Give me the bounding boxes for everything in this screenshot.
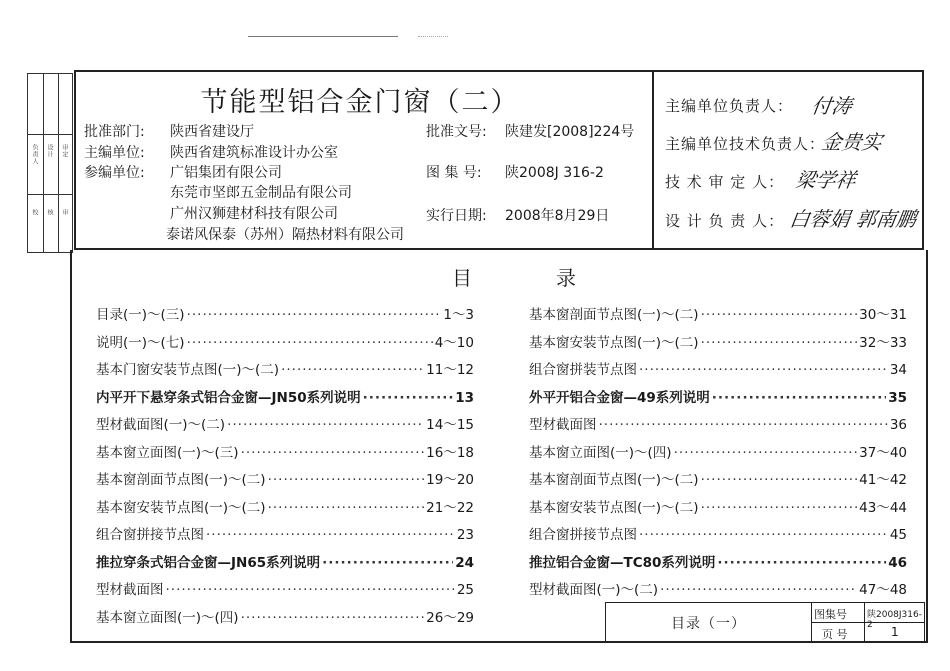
participant: 广州汉狮建材科技有限公司 — [170, 206, 338, 222]
chief-editor-value: 陕西省建筑标准设计办公室 — [170, 145, 338, 161]
top-margin-line — [248, 36, 398, 37]
toc-leader-dots — [701, 472, 858, 488]
signature-label: 设 计 负 责 人： — [665, 212, 785, 230]
toc-entry[interactable] — [529, 523, 907, 543]
toc-entry-page: 30～31 — [859, 307, 907, 323]
toc-entry[interactable] — [529, 496, 907, 516]
atlas-number-label: 图 集 号: — [426, 165, 482, 181]
toc-leader-dots — [322, 555, 453, 571]
toc-leader-dots — [701, 307, 858, 323]
toc-leader-dots — [599, 417, 888, 433]
toc-entry[interactable] — [529, 358, 907, 378]
sheet-name: 目录（一） — [671, 616, 746, 632]
toc-leader-dots — [241, 445, 425, 461]
approval-dept-value: 陕西省建设厅 — [170, 124, 254, 140]
toc-entry-page: 37～40 — [859, 444, 907, 461]
approval-dept-label: 批准部门: — [84, 124, 145, 140]
toc-entry[interactable] — [529, 303, 907, 323]
toc-entry-title: 基本窗安装节点图(一)～(二) — [529, 334, 699, 351]
toc-entry[interactable] — [96, 468, 474, 488]
toc-heading-left: 目 — [452, 266, 472, 290]
toc-entry-page: 14～15 — [426, 417, 474, 433]
toc-leader-dots — [363, 390, 454, 406]
effective-date-label: 实行日期: — [426, 208, 487, 224]
toc-entry[interactable] — [529, 578, 907, 598]
toc-leader-dots — [281, 362, 424, 378]
toc-entry-title: 基本窗剖面节点图(一)～(二) — [529, 307, 699, 323]
toc-entry[interactable] — [96, 578, 474, 598]
toc-leader-dots — [660, 582, 857, 598]
toc-leader-dots — [717, 555, 886, 571]
toc-entry-page: 13 — [455, 389, 474, 406]
header-divider — [652, 70, 654, 250]
toc-entry-title: 基本窗安装节点图(一)～(二) — [529, 499, 699, 516]
toc-leader-dots — [268, 500, 425, 516]
toc-leader-dots — [166, 582, 455, 598]
toc-entry-page: 45 — [889, 527, 907, 543]
toc-leader-dots — [241, 610, 425, 626]
participant: 东莞市坚郎五金制品有限公司 — [170, 185, 352, 201]
toc-entry[interactable] — [96, 496, 474, 516]
strip-cell: 核 — [46, 209, 53, 216]
toc-entry-page: 23 — [456, 527, 474, 543]
toc-entry[interactable] — [529, 468, 907, 488]
toc-leader-dots — [701, 335, 858, 351]
toc-entry-title: 型材截面图 — [96, 582, 164, 598]
toc-entry[interactable] — [529, 441, 907, 461]
toc-entry-title: 型材截面图(一)～(二) — [529, 582, 659, 598]
toc-heading-right: 录 — [556, 266, 576, 290]
toc-entry-title: 基本窗剖面节点图(一)～(二) — [96, 472, 266, 488]
document-title: 节能型铝合金门窗（二） — [200, 87, 520, 118]
toc-entry[interactable] — [529, 386, 907, 406]
toc-entry-title: 型材截面图 — [529, 417, 597, 433]
toc-entry[interactable] — [96, 386, 474, 406]
signature-name: 付涛 — [810, 94, 854, 118]
toc-entry-title: 推拉铝合金窗—TC80系列说明 — [529, 554, 716, 571]
signature-label: 主编单位负责人： — [665, 97, 794, 115]
toc-entry-title: 说明(一)～(七) — [96, 334, 185, 351]
page-value: 1 — [891, 625, 899, 639]
toc-leader-dots — [227, 417, 424, 433]
toc-entry-page: 47～48 — [859, 582, 907, 598]
toc-leader-dots — [639, 527, 888, 543]
toc-entry-page: 11～12 — [426, 362, 474, 378]
toc-entry[interactable] — [96, 358, 474, 378]
toc-entry[interactable] — [96, 331, 474, 351]
top-margin-dots — [418, 36, 448, 37]
effective-date-value: 2008年8月29日 — [505, 208, 610, 224]
toc-entry-title: 组合窗拼接节点图 — [96, 527, 204, 543]
toc-entry-title: 基本窗立面图(一)～(四) — [96, 609, 239, 626]
toc-entry[interactable] — [529, 331, 907, 351]
toc-entry-page: 35 — [888, 389, 907, 406]
side-signature-strip — [27, 73, 73, 253]
toc-leader-dots — [674, 445, 858, 461]
toc-entry-title: 基本门窗安装节点图(一)～(二) — [96, 362, 280, 378]
toc-entry-page: 43～44 — [859, 499, 907, 516]
title-block — [605, 602, 925, 642]
toc-entry-page: 19～20 — [426, 472, 474, 488]
toc-entry[interactable] — [96, 551, 474, 571]
toc-leader-dots — [268, 472, 425, 488]
toc-entry-title: 基本窗立面图(一)～(三) — [96, 444, 239, 461]
strip-cell: 校 — [31, 209, 38, 216]
strip-cell: 审 — [61, 209, 68, 216]
toc-leader-dots — [712, 390, 886, 406]
toc-entry-page: 24 — [455, 554, 474, 571]
toc-entry-page: 26～29 — [426, 609, 474, 626]
signature-name: 白蓉娟 郭南鹏 — [788, 207, 918, 231]
toc-entry[interactable] — [96, 523, 474, 543]
strip-cell: 负责人 — [31, 144, 38, 165]
toc-entry-title: 型材截面图(一)～(二) — [96, 417, 226, 433]
toc-entry-page: 4～10 — [434, 334, 474, 351]
toc-entry[interactable] — [529, 413, 907, 433]
toc-entry-title: 外平开铝合金窗—49系列说明 — [529, 389, 710, 406]
signature-name: 金贵实 — [820, 130, 884, 154]
toc-entry-page: 16～18 — [426, 444, 474, 461]
atlas-number-value: 陕2008J 316-2 — [505, 165, 604, 181]
toc-leader-dots — [187, 307, 442, 323]
toc-entry-title: 组合窗拼装节点图 — [529, 362, 637, 378]
toc-leader-dots — [639, 362, 888, 378]
toc-entry-page: 41～42 — [859, 472, 907, 488]
toc-entry-title: 目录(一)～(三) — [96, 307, 185, 323]
toc-entry[interactable] — [96, 441, 474, 461]
toc-entry-title: 推拉穿条式铝合金窗—JN65系列说明 — [96, 554, 321, 571]
toc-leader-dots — [701, 500, 858, 516]
toc-entry-title: 基本窗立面图(一)～(四) — [529, 444, 672, 461]
toc-entry[interactable] — [96, 606, 474, 626]
toc-entry[interactable] — [96, 413, 474, 433]
toc-entry-page: 46 — [888, 554, 907, 571]
strip-cell: 审定 — [61, 144, 68, 158]
atlas-value: 陕2008J316-2 — [867, 610, 922, 630]
signature-label: 主编单位技术负责人： — [665, 135, 826, 153]
participant: 泰诺风保泰（苏州）隔热材料有限公司 — [166, 227, 404, 243]
doc-number-value: 陕建发[2008]224号 — [505, 124, 635, 140]
toc-entry-page: 34 — [889, 362, 907, 378]
toc-entry-page: 1～3 — [443, 307, 474, 323]
participants-label: 参编单位: — [84, 165, 145, 181]
toc-entry-title: 基本窗安装节点图(一)～(二) — [96, 499, 266, 516]
toc-leader-dots — [206, 527, 455, 543]
toc-entry-page: 21～22 — [426, 499, 474, 516]
doc-number-label: 批准文号: — [426, 124, 487, 140]
atlas-label: 图集号 — [814, 608, 847, 621]
toc-entry-page: 25 — [456, 582, 474, 598]
signature-label: 技 术 审 定 人： — [665, 173, 785, 191]
page-label: 页 号 — [822, 628, 848, 641]
toc-entry-page: 36 — [889, 417, 907, 433]
strip-cell: 设计 — [46, 144, 53, 158]
chief-editor-label: 主编单位: — [84, 145, 145, 161]
toc-entry[interactable] — [529, 551, 907, 571]
toc-entry-page: 32～33 — [859, 334, 907, 351]
participant: 广铝集团有限公司 — [170, 165, 282, 181]
toc-leader-dots — [187, 335, 433, 351]
toc-entry-title: 组合窗拼接节点图 — [529, 527, 637, 543]
toc-entry-title: 基本窗剖面节点图(一)～(二) — [529, 472, 699, 488]
toc-entry[interactable] — [96, 303, 474, 323]
toc-entry-title: 内平开下悬穿条式铝合金窗—JN50系列说明 — [96, 389, 361, 406]
signature-name: 梁学祥 — [794, 168, 858, 192]
